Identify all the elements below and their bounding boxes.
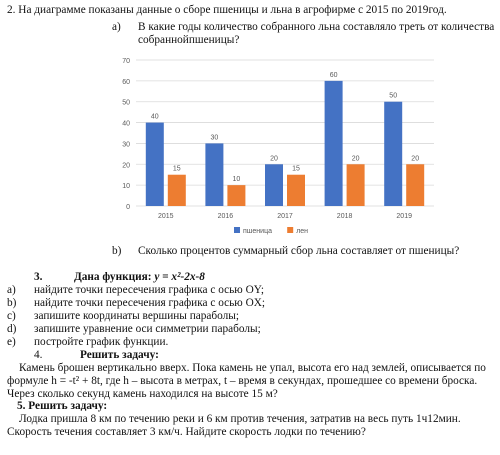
- task3-heading-label: Дана функция:: [74, 271, 152, 283]
- bar-flax: [168, 175, 186, 206]
- task4-heading: Решить задачу:: [80, 349, 159, 361]
- task3-item-text: постройте график функции.: [34, 336, 169, 348]
- task3-item-marker: d): [7, 323, 17, 335]
- bar-flax: [347, 164, 365, 206]
- question-b-text: Сколько процентов суммарный сбор льна составляет от пшеницы?: [138, 245, 460, 257]
- legend-swatch: [287, 227, 293, 233]
- legend-label: пшеница: [243, 228, 272, 235]
- task3-item-text: найдите точки пересечения графика с осью OY;: [34, 284, 264, 296]
- data-label: 40: [150, 113, 159, 121]
- task3-item-text: запишите уравнение оси симметрии параболы;: [34, 323, 261, 335]
- task3-heading: [74, 271, 205, 284]
- y-tick-label: 20: [122, 162, 130, 170]
- task3-item-marker: c): [7, 310, 16, 322]
- data-label: 50: [389, 92, 398, 100]
- bar-flax: [406, 164, 424, 206]
- x-tick-label: 2015: [158, 213, 174, 220]
- y-tick-label: 50: [122, 99, 130, 107]
- data-label: 20: [270, 155, 278, 163]
- data-label: 30: [210, 134, 219, 142]
- task4-line2: формуле h = -t² + 8t, где h – высота в метрах, t – время в секундах, прошедшее со времени броска.: [7, 375, 478, 387]
- question-a-line1: В какие годы количество собранного льна составляло треть от количества: [138, 21, 495, 33]
- bar-chart: [108, 48, 448, 238]
- x-tick-label: 2019: [396, 213, 412, 220]
- question-a-marker: a): [112, 21, 121, 33]
- task5-heading: 5. Решить задачу:: [17, 400, 108, 412]
- data-label: 20: [411, 155, 420, 163]
- legend-label: лен: [296, 228, 309, 235]
- y-tick-label: 10: [122, 183, 130, 191]
- task3-item-text: найдите точки пересечения графика с осью OX;: [34, 297, 266, 309]
- task3-item-marker: b): [7, 297, 17, 309]
- x-tick-label: 2018: [336, 213, 353, 220]
- task3-number: 3.: [34, 271, 43, 283]
- y-tick-label: 40: [122, 120, 130, 128]
- y-tick-label: 70: [122, 58, 130, 65]
- task3-item-marker: e): [7, 336, 16, 348]
- data-label: 60: [329, 71, 338, 79]
- task4-line3: Через сколько секунд камень находился на высоте 15 м?: [7, 388, 278, 400]
- y-tick-label: 60: [122, 78, 130, 86]
- task3-item-text: запишите координаты вершины параболы;: [34, 310, 240, 322]
- bar-flax: [287, 175, 305, 206]
- data-label: 15: [292, 165, 300, 173]
- data-label: 10: [232, 176, 241, 184]
- bar-wheat: [146, 123, 164, 206]
- bar-wheat: [384, 102, 402, 206]
- task5-line1: Лодка пришла 8 км по течению реки и 6 км против течения, затратив на весь путь 1ч12мин.: [19, 413, 461, 425]
- x-tick-label: 2017: [277, 213, 293, 220]
- bar-wheat: [265, 164, 283, 206]
- data-label: 20: [351, 155, 360, 163]
- task3-item-marker: a): [7, 284, 16, 296]
- task2-title: 2. На диаграмме показаны данные о сборе пшеницы и льна в агрофирме с 2015 по 2019год.: [7, 4, 447, 16]
- task3-formula: y = x²-2x-8: [154, 271, 205, 283]
- y-tick-label: 0: [126, 204, 130, 211]
- x-tick-label: 2016: [217, 213, 234, 220]
- task4-line1: Камень брошен вертикально вверх. Пока камень не упал, высота его над землей, описывается по: [19, 362, 486, 374]
- question-a-line2: собраннойпшеницы?: [138, 34, 240, 46]
- data-label: 15: [172, 165, 181, 173]
- bar-wheat: [325, 81, 343, 206]
- legend-swatch: [234, 227, 240, 233]
- y-tick-label: 30: [122, 141, 130, 149]
- bar-wheat: [205, 143, 223, 206]
- task5-line2: Скорость течения составляет 3 км/ч. Найдите скорость лодки по течению?: [7, 426, 366, 438]
- task4-number: 4.: [34, 349, 43, 361]
- question-b-marker: b): [112, 245, 122, 257]
- bar-flax: [227, 185, 245, 206]
